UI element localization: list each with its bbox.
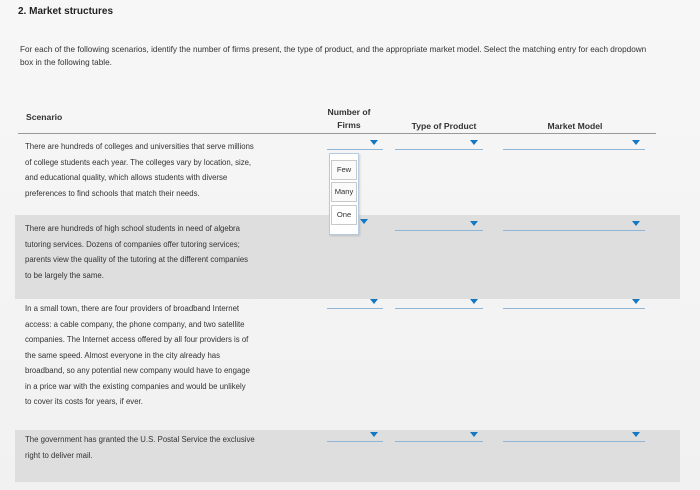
triangle-down-icon: [470, 299, 478, 304]
scenario-line: in a price war with the existing companies and would be unlikely: [25, 381, 246, 391]
header-divider: [18, 133, 656, 134]
dropdown-option-many[interactable]: Many: [331, 182, 357, 202]
question-instructions: For each of the following scenarios, identify the number of firms present, the type of product, and the appropriate market model. Select the matching entry for each dropdown box in the following table.: [20, 45, 647, 67]
triangle-down-icon: [370, 432, 378, 437]
triangle-down-icon: [632, 299, 640, 304]
scenario-line: companies. The Internet access offered by all four providers is of: [25, 335, 249, 344]
dropdown-option-one[interactable]: One: [331, 205, 357, 225]
triangle-down-icon: [470, 432, 478, 437]
market-model-dropdown[interactable]: [503, 296, 645, 309]
table-row: [15, 430, 680, 482]
product-type-dropdown[interactable]: [395, 137, 483, 150]
scenario-line: broadband, so any potential new company would have to engage: [25, 366, 250, 375]
scenario-line: There are hundreds of colleges and universities that serve millions: [25, 142, 254, 151]
scenario-line: tutoring services. Dozens of companies offer tutoring services;: [25, 239, 240, 249]
scenario-line: the same speed. Almost everyone in the city already has: [25, 350, 221, 360]
firms-dropdown[interactable]: [327, 137, 383, 150]
triangle-down-icon: [370, 140, 378, 145]
column-header-scenario: Scenario: [26, 112, 63, 122]
scenario-line: The government has granted the U.S. Postal Service the exclusive: [25, 435, 255, 444]
scenario-line: to be largely the same.: [25, 270, 104, 280]
product-type-dropdown[interactable]: [395, 429, 483, 442]
table-row: [15, 299, 680, 425]
scenario-line: parents view the quality of the tutoring at the different companies: [25, 255, 249, 264]
scenario-text: [25, 301, 309, 410]
question-title: 2. Market structures: [18, 6, 114, 17]
market-model-dropdown[interactable]: [503, 218, 645, 231]
product-type-dropdown[interactable]: [395, 218, 483, 231]
scenario-text: [25, 139, 309, 201]
market-model-dropdown[interactable]: [503, 137, 645, 150]
scenario-text: [25, 221, 309, 283]
firms-dropdown-menu: [329, 153, 359, 235]
triangle-down-icon: [632, 432, 640, 437]
column-header-type-of-product: Type of Product: [411, 121, 477, 131]
market-model-dropdown[interactable]: [503, 429, 645, 442]
firms-dropdown[interactable]: [327, 296, 383, 309]
scenario-line: right to deliver mail.: [25, 450, 93, 460]
triangle-down-icon: [370, 299, 378, 304]
scenario-line: preferences to find schools that match their needs.: [25, 188, 200, 198]
scenario-line: access: a cable company, the phone company, and two satellite: [25, 319, 245, 329]
dropdown-option-few[interactable]: Few: [331, 160, 357, 180]
triangle-down-icon: [632, 140, 640, 145]
scenario-line: In a small town, there are four providers of broadband Internet: [25, 304, 240, 313]
triangle-down-icon[interactable]: [360, 219, 368, 224]
scenario-text: [25, 432, 309, 463]
triangle-down-icon: [470, 140, 478, 145]
column-header-firms-line2: Firms: [337, 120, 361, 130]
product-type-dropdown[interactable]: [395, 296, 483, 309]
triangle-down-icon: [470, 221, 478, 226]
column-header-firms-line1: Number of: [327, 107, 371, 117]
scenario-line: of college students each year. The colleges vary by location, size,: [25, 157, 252, 167]
triangle-down-icon: [632, 221, 640, 226]
scenario-line: to cover its costs for years, if ever.: [25, 397, 143, 406]
scenario-line: There are hundreds of high school students in need of algebra: [25, 224, 240, 233]
column-header-market-model: Market Model: [547, 121, 603, 131]
column-header-number-of-firms: [318, 106, 380, 132]
scenario-line: and educational quality, which allows students with diverse: [25, 173, 228, 182]
firms-dropdown[interactable]: [327, 429, 383, 442]
